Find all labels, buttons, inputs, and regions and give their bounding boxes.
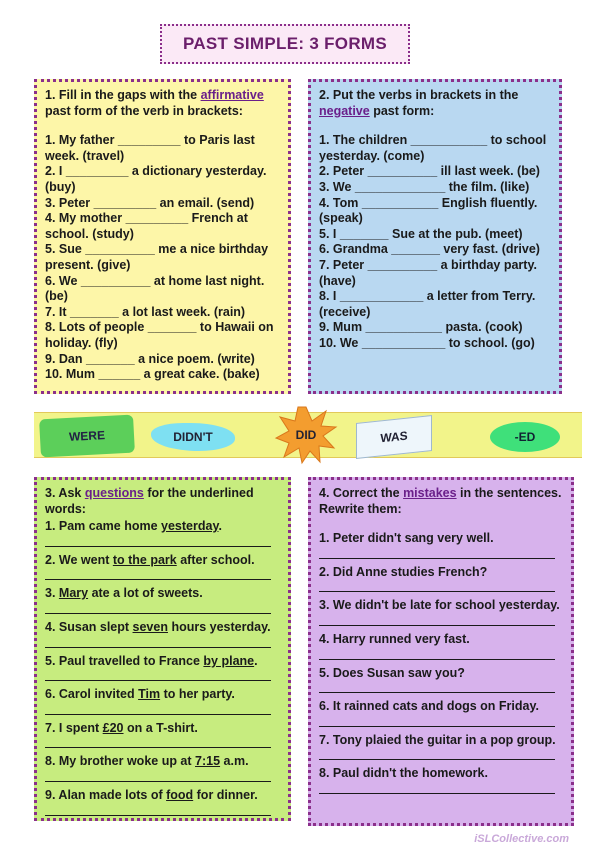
answer-line[interactable] bbox=[319, 782, 555, 794]
answer-line[interactable] bbox=[45, 736, 271, 748]
sentence-part: a.m. bbox=[220, 754, 249, 769]
sentence-part: . bbox=[254, 653, 258, 668]
sentence-part: 2. We went bbox=[45, 552, 113, 567]
list-item bbox=[45, 687, 280, 703]
list-item: 5. Sue __________ me a nice birthday present. (give) bbox=[45, 242, 269, 272]
answer-line[interactable] bbox=[319, 547, 555, 559]
list-item: 6. Grandma _______ very fast. (drive) bbox=[319, 242, 540, 257]
answer-line[interactable] bbox=[319, 648, 555, 660]
answer-line[interactable] bbox=[45, 669, 271, 681]
instruction: 3. Ask questions for the underlined words: bbox=[45, 486, 254, 516]
answer-line[interactable] bbox=[319, 681, 555, 693]
list-item bbox=[45, 721, 280, 737]
list-item: 5. Does Susan saw you? bbox=[319, 665, 465, 680]
underlined-word: seven bbox=[132, 619, 168, 634]
list-item: 4. Harry runned very fast. bbox=[319, 631, 470, 646]
watermark-credit: iSLCollective.com bbox=[474, 833, 569, 845]
list-item: 9. Dan _______ a nice poem. (write) bbox=[45, 351, 255, 366]
list-item: 4. My mother _________ French at school. (study) bbox=[45, 211, 248, 241]
exercise-negative bbox=[308, 79, 562, 394]
word-was: WAS bbox=[356, 415, 432, 459]
sentence-part: 7. I spent bbox=[45, 720, 103, 735]
word-did-label: DID bbox=[295, 428, 317, 442]
list-item: 7. Tony plaied the guitar in a pop group. bbox=[319, 732, 556, 747]
sentence-part: on a T-shirt. bbox=[123, 720, 198, 735]
list-item: 9. Mum ___________ pasta. (cook) bbox=[319, 320, 523, 335]
item-list bbox=[319, 531, 563, 794]
list-item: 1. The children ___________ to school yesterday. (come) bbox=[319, 133, 547, 163]
answer-line[interactable] bbox=[45, 535, 271, 547]
exercise-questions bbox=[34, 477, 291, 821]
list-item: 3. We _____________ the film. (like) bbox=[319, 179, 530, 194]
list-item bbox=[45, 553, 280, 569]
sentence-part: 3. bbox=[45, 586, 59, 601]
word-ed: -ED bbox=[490, 422, 560, 452]
list-item: 2. Peter __________ ill last week. (be) bbox=[319, 164, 540, 179]
list-item: 5. I _______ Sue at the pub. (meet) bbox=[319, 226, 523, 241]
list-item: 7. It _______ a lot last week. (rain) bbox=[45, 304, 246, 319]
underlined-word: food bbox=[166, 787, 194, 802]
list-item: 10. Mum ______ a great cake. (bake) bbox=[45, 367, 260, 382]
word-didnt: DIDN'T bbox=[151, 423, 235, 451]
exercise-mistakes bbox=[308, 477, 574, 826]
instruction: 2. Put the verbs in brackets in the negative past form: bbox=[319, 88, 519, 118]
answer-line[interactable] bbox=[319, 614, 555, 626]
list-item bbox=[45, 654, 280, 670]
page-title: PAST SIMPLE: 3 FORMS bbox=[160, 24, 410, 64]
list-item bbox=[45, 620, 280, 636]
list-item: 1. My father _________ to Paris last week. (travel) bbox=[45, 133, 255, 163]
item-list bbox=[45, 133, 280, 383]
sentence-part: hours yesterday. bbox=[167, 619, 271, 634]
answer-line[interactable] bbox=[45, 636, 271, 648]
list-item bbox=[45, 788, 280, 804]
sentence-part: 5. Paul travelled to France bbox=[45, 653, 204, 668]
sentence-part: ate a lot of sweets. bbox=[88, 586, 203, 601]
list-item: 8. I ____________ a letter from Terry. (receive) bbox=[319, 289, 536, 319]
list-item: 4. Tom ___________ English fluently. (speak) bbox=[319, 195, 538, 226]
list-item: 8. Lots of people _______ to Hawaii on holiday. (fly) bbox=[45, 320, 274, 350]
answer-line[interactable] bbox=[45, 804, 271, 816]
instruction: 4. Correct the mistakes in the sentences. Rewrite them: bbox=[319, 486, 562, 516]
word-did bbox=[274, 405, 338, 465]
list-item: 7. Peter __________ a birthday party. (have) bbox=[319, 257, 537, 288]
list-item bbox=[45, 754, 280, 770]
underlined-word: to the park bbox=[112, 552, 177, 567]
item-list bbox=[45, 519, 280, 815]
underlined-word: Mary bbox=[58, 586, 89, 601]
answer-line[interactable] bbox=[319, 580, 555, 592]
answer-line[interactable] bbox=[45, 770, 271, 782]
sentence-part: for dinner. bbox=[193, 787, 258, 802]
instruction: 1. Fill in the gaps with the affirmative past form of the verb in brackets: bbox=[45, 88, 264, 118]
underlined-word: yesterday bbox=[161, 519, 219, 534]
list-item: 6. We __________ at home last night. (be) bbox=[45, 273, 265, 304]
list-item: 3. Peter _________ an email. (send) bbox=[45, 195, 255, 210]
list-item: 1. Peter didn't sang very well. bbox=[319, 531, 494, 546]
list-item: 10. We ____________ to school. (go) bbox=[319, 335, 535, 350]
answer-line[interactable] bbox=[45, 568, 271, 580]
word-strip bbox=[34, 412, 582, 458]
list-item: 6. It rainned cats and dogs on Friday. bbox=[319, 699, 539, 714]
list-item: 2. Did Anne studies French? bbox=[319, 564, 488, 579]
underlined-word: Tim bbox=[138, 687, 161, 702]
word-were: WERE bbox=[39, 415, 135, 458]
underlined-word: by plane bbox=[203, 653, 255, 668]
sentence-part: 9. Alan made lots of bbox=[45, 787, 167, 802]
list-item: 3. We didn't be late for school yesterday. bbox=[319, 598, 560, 613]
answer-line[interactable] bbox=[45, 602, 271, 614]
underlined-word: £20 bbox=[102, 720, 124, 735]
answer-line[interactable] bbox=[319, 715, 555, 727]
sentence-part: 4. Susan slept bbox=[45, 619, 133, 634]
list-item: 2. I _________ a dictionary yesterday. (buy) bbox=[45, 164, 267, 194]
answer-line[interactable] bbox=[45, 703, 271, 715]
answer-line[interactable] bbox=[319, 748, 555, 760]
list-item bbox=[45, 586, 280, 602]
list-item: 8. Paul didn't the homework. bbox=[319, 766, 488, 781]
sentence-part: 6. Carol invited bbox=[45, 687, 139, 702]
exercise-affirmative bbox=[34, 79, 291, 394]
sentence-part: after school. bbox=[176, 552, 255, 567]
sentence-part: 8. My brother woke up at bbox=[45, 754, 196, 769]
underlined-word: 7:15 bbox=[195, 754, 221, 769]
sentence-part: . bbox=[218, 519, 222, 534]
sentence-part: 1. Pam came home bbox=[45, 519, 162, 534]
item-list bbox=[319, 133, 551, 351]
sentence-part: to her party. bbox=[160, 687, 235, 702]
list-item bbox=[45, 519, 280, 535]
